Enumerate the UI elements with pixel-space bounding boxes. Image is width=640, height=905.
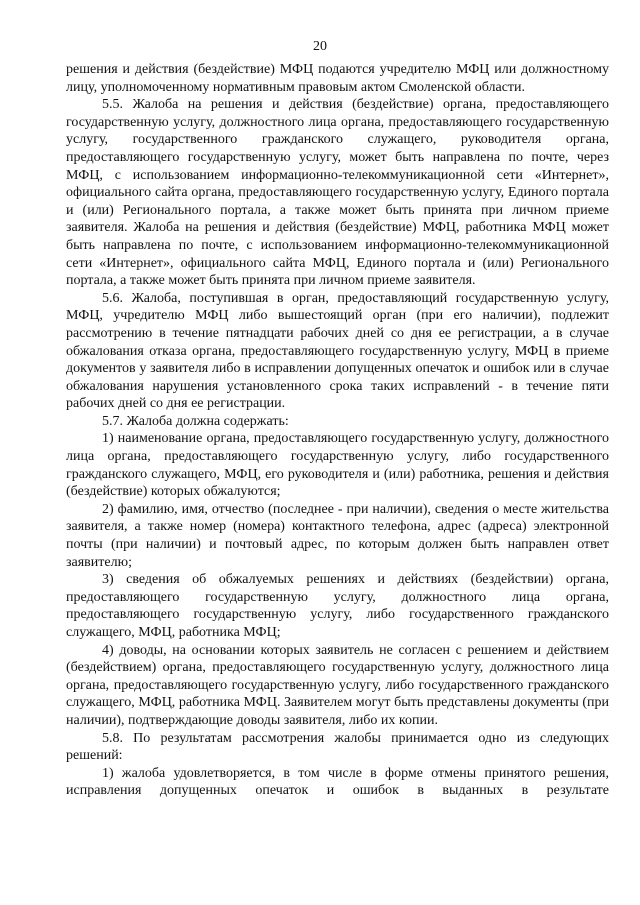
paragraph-5-5: 5.5. Жалоба на решения и действия (бездействие) органа, предоставляющего государственную услугу, должностного лица органа, предоставляющего государственную услугу, государственного гражданского служащего, руководителя органа, предоставляющего государственную услугу, может быть направлена по почте, через МФЦ, с использованием информационно-телекоммуникационной сети «Интернет», официального сайта органа, предоставляющего государственную услугу, Единого портала и (или) Регионального портала, а также может быть принята при личном приеме заявителя. Жалоба на решения и действия (бездействие) МФЦ, работника МФЦ может быть направлена по почте, с использованием информационно-телекоммуникационной сети «Интернет», официального сайта МФЦ, Единого портала и (или) Регионального портала, а также может быть принята при личном приеме заявителя. xyxy=(66,97,609,289)
document-body xyxy=(66,61,609,800)
paragraph-5-7: 5.7. Жалоба должна содержать: xyxy=(102,413,289,429)
paragraph-5-8-item-1: 1) жалоба удовлетворяется, в том числе в форме отмены принятого решения, исправления допущенных опечаток и ошибок в выданных в результате xyxy=(66,765,609,799)
page-number: 20 xyxy=(313,39,327,54)
paragraph-5-4-continuation: решения и действия (бездействие) МФЦ подаются учредителю МФЦ или должностному лицу, уполномоченному нормативным правовым актом Смоленской области. xyxy=(66,62,609,95)
paragraph-5-8: 5.8. По результатам рассмотрения жалобы принимается одно из следующих решений: xyxy=(66,730,609,764)
paragraph-5-7-item-2: 2) фамилию, имя, отчество (последнее - при наличии), сведения о месте жительства заявителя, а также номер (номера) контактного телефона, адрес (адреса) электронной почты (при наличии) и почтовый адрес, по которым должен быть направлен ответ заявителю; xyxy=(66,501,609,570)
paragraph-5-7-item-4: 4) доводы, на основании которых заявитель не согласен с решением и действием (бездействием) органа, предоставляющего государственную услугу, должностного лица органа, предоставляющего государственную услугу, либо государственного гражданского служащего, МФЦ, работника МФЦ. Заявителем могут быть представлены документы (при наличии), подтверждающие доводы заявителя, либо их копии. xyxy=(66,642,609,728)
paragraph-5-7-item-1: 1) наименование органа, предоставляющего государственную услугу, должностного лица органа, предоставляющего государственную услугу, либо государственного гражданского служащего, МФЦ, его руководителя и (или) работника, решения и действия (бездействие) которых обжалуются; xyxy=(66,431,609,500)
paragraph-5-6: 5.6. Жалоба, поступившая в орган, предоставляющий государственную услугу, МФЦ, учредителю МФЦ либо вышестоящий орган (при его наличии), подлежит рассмотрению в течение пятнадцати рабочих дней со дня ее регистрации, а в случае обжалования отказа органа, предоставляющего государственную услугу, МФЦ в приеме документов у заявителя либо в исправлении допущенных опечаток и ошибок или в случае обжалования нарушения установленного срока таких исправлений - в течение пяти рабочих дней со дня ее регистрации. xyxy=(66,290,609,412)
paragraph-5-7-item-3: 3) сведения об обжалуемых решениях и действиях (бездействии) органа, предоставляющего государственную услугу, должностного лица органа, предоставляющего государственную услугу, либо государственного гражданского служащего, МФЦ, работника МФЦ; xyxy=(66,572,609,640)
